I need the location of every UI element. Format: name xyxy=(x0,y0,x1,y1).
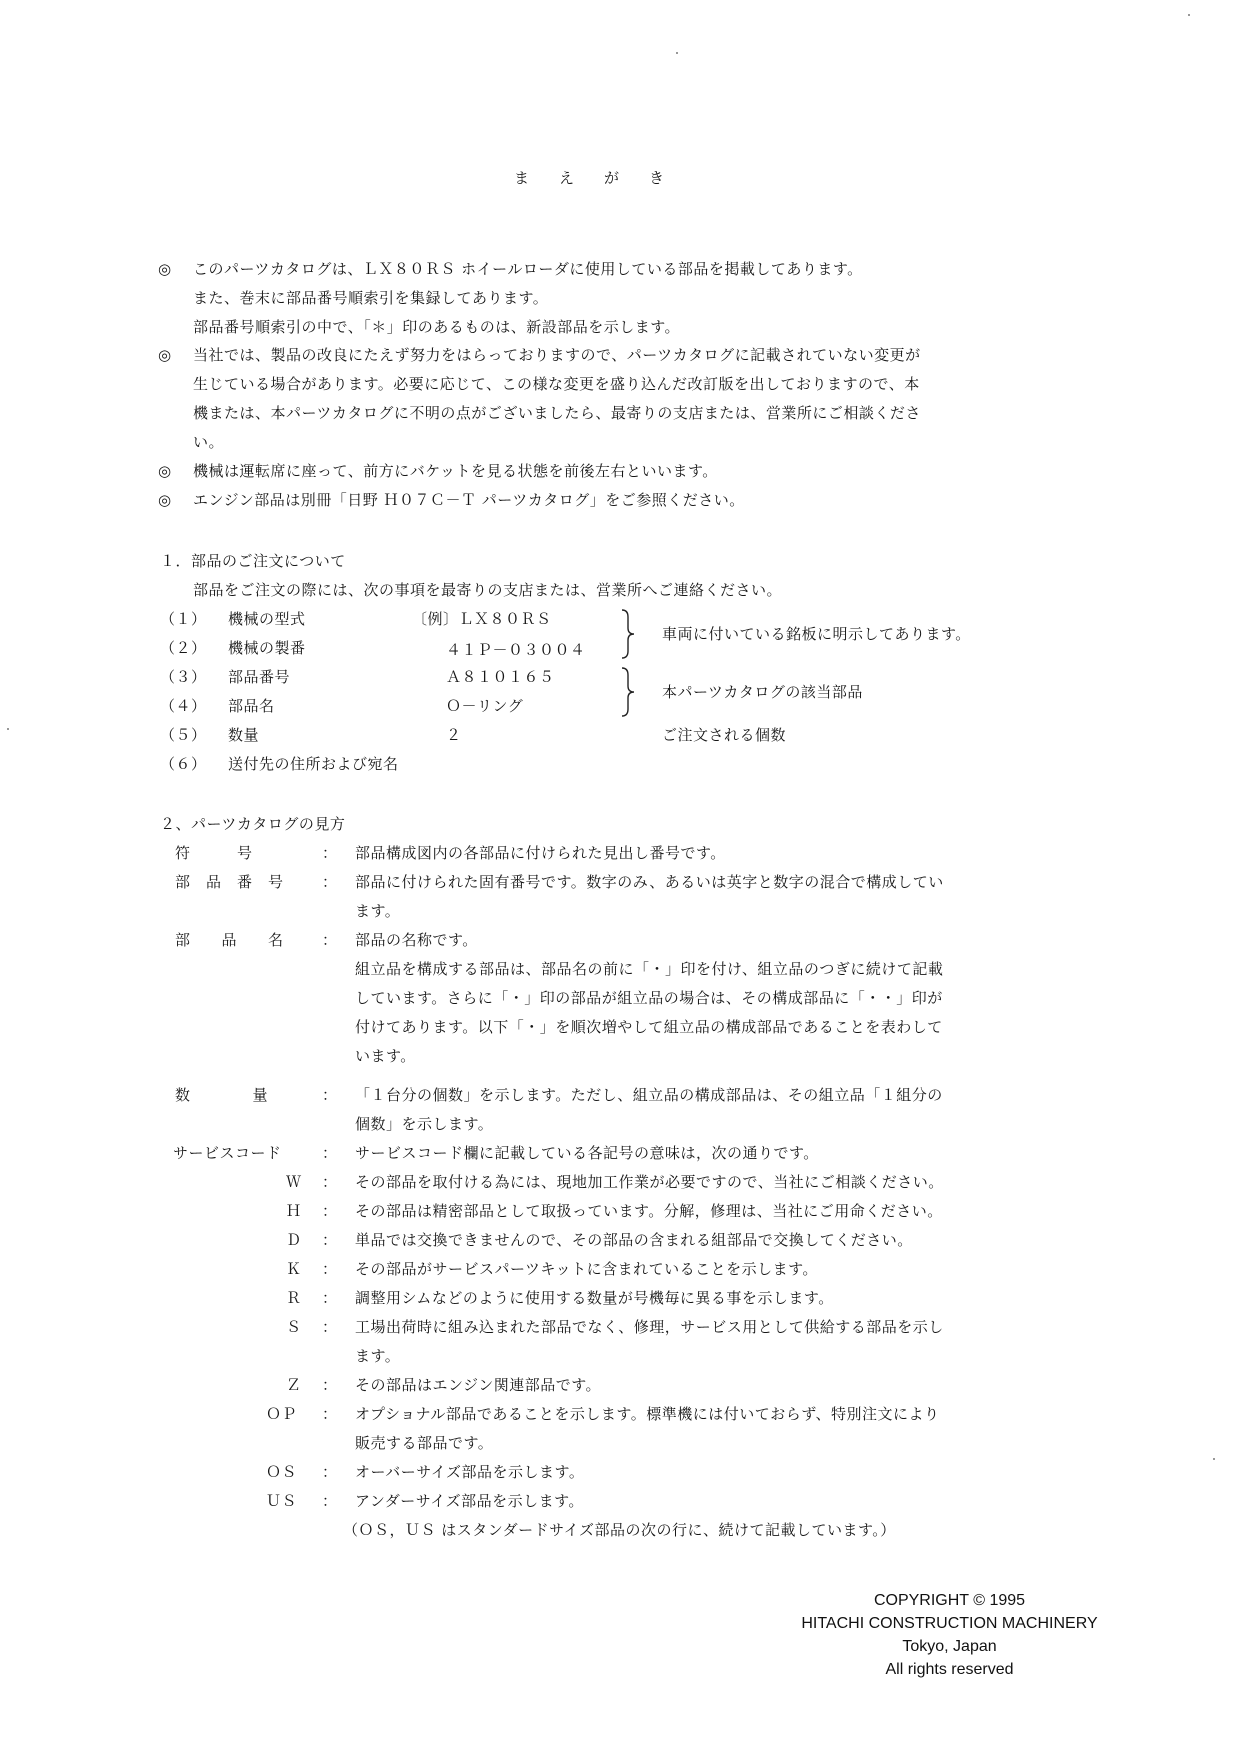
partno-text: ます。 xyxy=(355,902,401,920)
order-item-label: 機械の型式 xyxy=(228,610,306,628)
colon: ： xyxy=(322,1289,338,1307)
colon: ： xyxy=(322,1463,338,1481)
name-text: しています。さらに「・」印の部品が組立品の場合は、その構成部品に「・・」印が xyxy=(355,989,943,1007)
note-1-line-3: 部品番号順索引の中で、「＊」印のあるものは、新設部品を示します。 xyxy=(193,318,681,336)
company-name: HITACHI CONSTRUCTION MACHINERY xyxy=(801,1615,1098,1632)
note-1-line-1: このパーツカタログは、ＬＸ８０ＲＳ ホイールローダに使用している部品を掲載してあります。 xyxy=(193,260,863,278)
code-letter: Ｋ xyxy=(286,1260,302,1278)
code-text: 単品では交換できませんので、その部品の含まれる組部品で交換してください。 xyxy=(355,1231,913,1249)
service-code-label: サービスコード xyxy=(173,1144,282,1162)
code-letter: Ｗ xyxy=(286,1173,302,1191)
qty-label: 数 量 xyxy=(175,1086,269,1104)
service-code-text: サービスコード欄に記載している各記号の意味は，次の通りです。 xyxy=(355,1144,819,1162)
code-letter: Ｚ xyxy=(286,1376,302,1394)
code-letter: ＵＳ xyxy=(266,1492,298,1510)
code-text: その部品は精密部品として取扱っています。分解，修理は、当社にご用命ください。 xyxy=(355,1202,943,1220)
note-2-line-1: 当社では、製品の改良にたえず努力をはらっておりますので、パーツカタログに記載されていない変更が xyxy=(193,346,921,364)
order-item-label: 送付先の住所および宛名 xyxy=(228,755,399,773)
code-text: その部品はエンジン関連部品です。 xyxy=(355,1376,602,1394)
order-item-label: 部品名 xyxy=(228,697,275,715)
brace-icon xyxy=(620,667,634,717)
colon: ： xyxy=(322,1376,338,1394)
order-item-no: （４） xyxy=(160,697,207,715)
colon: ： xyxy=(322,1231,338,1249)
section-1-heading: １．部品のご注文について xyxy=(160,552,346,570)
name-label: 部 品 名 xyxy=(175,931,284,949)
note-2-line-4: い。 xyxy=(193,433,225,451)
order-item-example: ４１Ｐ－０３００４ xyxy=(446,641,586,659)
copyright-line: COPYRIGHT © 1995 xyxy=(873,1592,1026,1609)
order-item-no: （１） xyxy=(160,610,207,628)
name-text: 部品の名称です。 xyxy=(355,931,478,949)
scan-speck xyxy=(676,52,678,54)
code-text: その部品を取付ける為には、現地加工作業が必要ですので、当社にご相談ください。 xyxy=(355,1173,944,1191)
symbol-label: 符 号 xyxy=(175,844,253,862)
name-text: います。 xyxy=(355,1047,416,1065)
colon: ： xyxy=(322,931,338,949)
copyright-block xyxy=(792,1589,1107,1681)
double-circle-icon: ◎ xyxy=(158,491,172,509)
code-letter: Ｓ xyxy=(286,1318,302,1336)
colon: ： xyxy=(322,1318,338,1336)
symbol-text: 部品構成図内の各部品に付けられた見出し番号です。 xyxy=(355,844,726,862)
order-item-label: 数量 xyxy=(228,726,260,744)
note-1-line-2: また、巻末に部品番号順索引を集録してあります。 xyxy=(193,289,549,307)
qty-text: 個数」を示します。 xyxy=(355,1115,494,1133)
section-2-heading: ２、パーツカタログの見方 xyxy=(160,815,346,833)
code-text: 工場出荷時に組み込まれた部品でなく、修理，サービス用として供給する部品を示し xyxy=(355,1318,944,1336)
code-text: 調整用シムなどのように使用する数量が号機毎に異る事を示します。 xyxy=(355,1289,834,1307)
double-circle-icon: ◎ xyxy=(158,462,172,480)
colon: ： xyxy=(322,1173,338,1191)
order-note-quantity: ご注文される個数 xyxy=(662,726,787,744)
double-circle-icon: ◎ xyxy=(158,260,172,278)
colon: ： xyxy=(322,1405,338,1423)
code-text: アンダーサイズ部品を示します。 xyxy=(355,1492,584,1510)
order-item-no: （３） xyxy=(160,668,207,686)
size-footnote: （ＯＳ，ＵＳ はスタンダードサイズ部品の次の行に、続けて記載しています。） xyxy=(343,1521,896,1539)
qty-text: 「１台分の個数」を示します。ただし、組立品の構成部品は、その組立品「１組分の xyxy=(355,1086,943,1104)
colon: ： xyxy=(322,1144,338,1162)
order-item-example: Ｏ－リング xyxy=(446,697,524,715)
company-location: Tokyo, Japan xyxy=(902,1638,997,1655)
colon: ： xyxy=(322,873,338,891)
code-letter: Ｈ xyxy=(286,1202,302,1220)
scan-speck xyxy=(7,728,9,730)
colon: ： xyxy=(322,1086,338,1104)
colon: ： xyxy=(322,1202,338,1220)
colon: ： xyxy=(322,1492,338,1510)
order-item-no: （６） xyxy=(160,755,207,773)
code-letter: ＯＳ xyxy=(266,1463,298,1481)
note-2-line-3: 機または、本パーツカタログに不明の点がございましたら、最寄りの支店または、営業所にご相談くださ xyxy=(193,404,921,422)
order-note-catalog: 本パーツカタログの該当部品 xyxy=(662,683,863,701)
colon: ： xyxy=(322,1260,338,1278)
order-item-label: 部品番号 xyxy=(228,668,291,686)
partno-label: 部 品 番 号 xyxy=(175,873,284,891)
double-circle-icon: ◎ xyxy=(158,346,172,364)
code-letter: Ｄ xyxy=(286,1231,302,1249)
order-item-example: 〔例〕ＬＸ８０ＲＳ xyxy=(412,610,552,628)
note-4: エンジン部品は別冊「日野 Ｈ０７Ｃ－Ｔ パーツカタログ」をご参照ください。 xyxy=(193,491,745,509)
note-2-line-2: 生じている場合があります。必要に応じて、この様な変更を盛り込んだ改訂版を出しておりますので、本 xyxy=(193,375,920,393)
order-item-example: Ａ８１０１６５ xyxy=(446,668,555,686)
order-note-nameplate: 車両に付いている銘板に明示してあります。 xyxy=(662,625,971,643)
scan-speck xyxy=(1213,1458,1215,1460)
page-title: まえがき xyxy=(514,169,695,187)
brace-icon xyxy=(620,609,634,659)
note-3: 機械は運転席に座って、前方にバケットを見る状態を前後左右といいます。 xyxy=(193,462,718,480)
code-text: オプショナル部品であることを示します。標準機には付いておらず、特別注文により xyxy=(355,1405,940,1423)
order-item-example: ２ xyxy=(446,726,462,744)
order-item-no: （２） xyxy=(160,639,207,657)
section-1-intro: 部品をご注文の際には、次の事項を最寄りの支店または、営業所へご連絡ください。 xyxy=(193,581,783,599)
colon: ： xyxy=(322,844,338,862)
code-letter: Ｒ xyxy=(286,1289,302,1307)
code-text: その部品がサービスパーツキットに含まれていることを示します。 xyxy=(355,1260,818,1278)
scan-speck xyxy=(1188,14,1190,16)
order-item-label: 機械の製番 xyxy=(228,639,306,657)
code-text: 販売する部品です。 xyxy=(355,1434,494,1452)
code-text: オーバーサイズ部品を示します。 xyxy=(355,1463,585,1481)
order-item-no: （５） xyxy=(160,726,207,744)
partno-text: 部品に付けられた固有番号です。数字のみ、あるいは英字と数字の混合で構成してい xyxy=(355,873,944,891)
name-text: 付けてあります。以下「・」を順次増やして組立品の構成部品であることを表わして xyxy=(355,1018,943,1036)
rights-statement: All rights reserved xyxy=(885,1661,1014,1678)
code-letter: ＯＰ xyxy=(266,1405,298,1423)
code-text: ます。 xyxy=(355,1347,401,1365)
name-text: 組立品を構成する部品は、部品名の前に「・」印を付け、組立品のつぎに続けて記載 xyxy=(355,960,944,978)
